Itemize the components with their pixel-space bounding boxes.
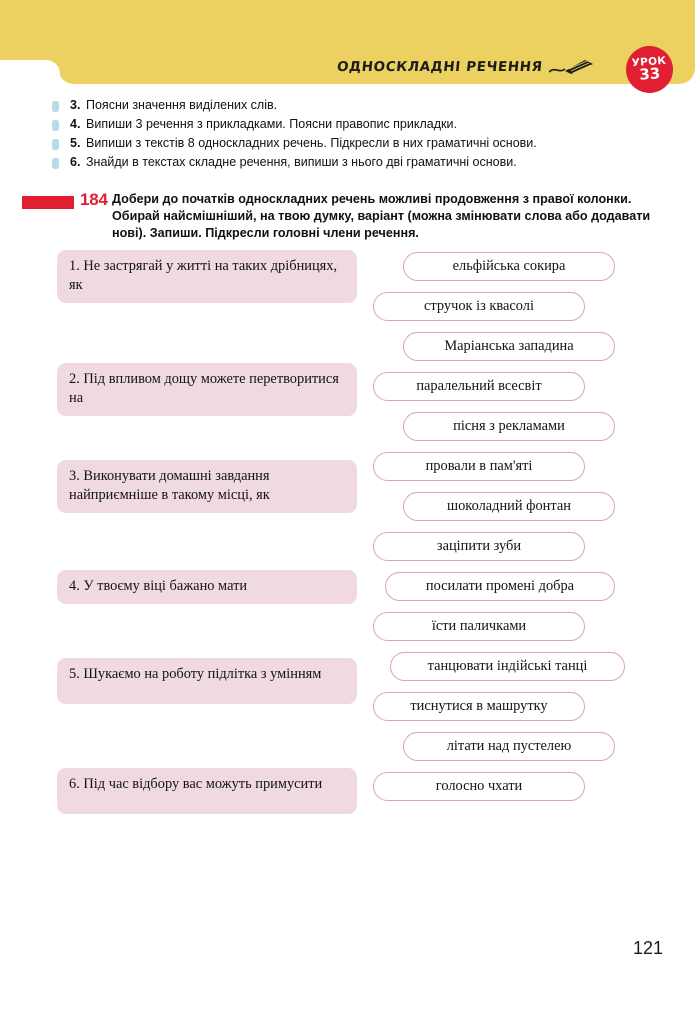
sentence-start-box[interactable] [57,768,357,814]
sentence-start-box[interactable] [57,658,357,704]
exercise-instruction: Добери до початків односкладних речень можливі продовження з правої колонки. Обирай найсмішніший, на твою думку, варіант (можна змінювати слова або додавати нові). Запиши. Підкресли головні члени речення. [112,192,651,241]
header-banner-notch [0,60,60,86]
sentence-ending-pill[interactable] [373,292,585,321]
sentence-start-box[interactable] [57,570,357,604]
sentence-start-text: 6. Під час відбору вас можуть примусити [69,776,323,792]
sentence-ending-text: провали в пам'яті [425,458,533,474]
sentence-ending-text: танцювати індійські танці [427,658,588,674]
task-text: Випиши 3 речення з прикладками. Поясни правопис прикладки. [86,117,457,131]
sentence-ending-text: тиснутися в машрутку [410,698,548,714]
sentence-ending-pill[interactable] [403,732,615,761]
sentence-start-text: 1. Не застрягай у житті на таких дрібницях, як [69,258,338,294]
sentence-ending-pill[interactable] [403,492,615,521]
sentence-ending-text: голосно чхати [435,778,523,794]
task-number: 4. [70,117,81,131]
sentence-ending-text: стручок із квасолі [424,298,534,314]
sentence-ending-pill[interactable] [403,252,615,281]
task-number: 3. [70,98,81,112]
bullet-square-icon [52,139,59,150]
sentence-ending-pill[interactable] [390,652,625,681]
sentence-start-box[interactable] [57,363,357,416]
task-list [52,98,662,174]
task-item [52,136,662,153]
task-text: Випиши з текстів 8 односкладних речень. Підкресли в них граматичні основи. [86,136,537,150]
task-item [52,155,662,172]
page-number: 121 [632,938,663,958]
bullet-square-icon [52,120,59,131]
task-item [52,98,662,115]
task-number: 5. [70,136,81,150]
matching-exercise-area [0,250,695,820]
sentence-start-box[interactable] [57,460,357,513]
sentence-ending-text: Маріанська западина [444,338,574,354]
sentence-ending-pill[interactable] [373,612,585,641]
sentence-start-text: 5. Шукаємо на роботу підлітка з умінням [69,666,322,682]
page-title: ОДНОСКЛАДНІ РЕЧЕННЯ [336,59,544,75]
sentence-ending-pill[interactable] [403,412,615,441]
task-number: 6. [70,155,81,169]
lesson-badge-word: УРОК [631,54,667,69]
task-item [52,117,662,134]
sentence-ending-pill[interactable] [403,332,615,361]
sentence-ending-pill[interactable] [373,772,585,801]
sentence-ending-pill[interactable] [373,532,585,561]
sentence-ending-text: шоколадний фонтан [447,498,571,514]
sentence-ending-pill[interactable] [373,372,585,401]
sentence-ending-text: літати над пустелею [446,738,572,754]
sentence-ending-pill[interactable] [373,452,585,481]
task-text: Знайди в текстах складне речення, випиши з нього дві граматичні основи. [86,155,517,169]
sentence-ending-pill[interactable] [373,692,585,721]
sentence-ending-text: заціпити зуби [436,538,522,554]
sentence-ending-text: пісня з рекламами [453,418,565,434]
sentence-ending-text: посилати промені добра [425,578,575,594]
sentence-start-text: 2. Під впливом дощу можете перетворитися на [69,371,339,407]
sentence-start-text: 3. Виконувати домашні завдання найприємніше в такому місці, як [69,468,270,504]
exercise-number: 184 [80,190,108,209]
sentence-start-text: 4. У твоєму віці бажано мати [69,578,248,594]
sentence-ending-text: паралельний всесвіт [416,378,542,394]
bullet-square-icon [52,101,59,112]
sentence-ending-text: ельфійська сокира [452,258,566,274]
lesson-badge-number: 33 [638,64,661,84]
bullet-square-icon [52,158,59,169]
pencil-icon [549,57,595,77]
sentence-ending-pill[interactable] [385,572,615,601]
sentence-start-box[interactable] [57,250,357,303]
exercise-marker-bar [22,196,74,209]
task-text: Поясни значення виділених слів. [86,98,278,112]
sentence-ending-text: їсти паличками [431,618,527,634]
